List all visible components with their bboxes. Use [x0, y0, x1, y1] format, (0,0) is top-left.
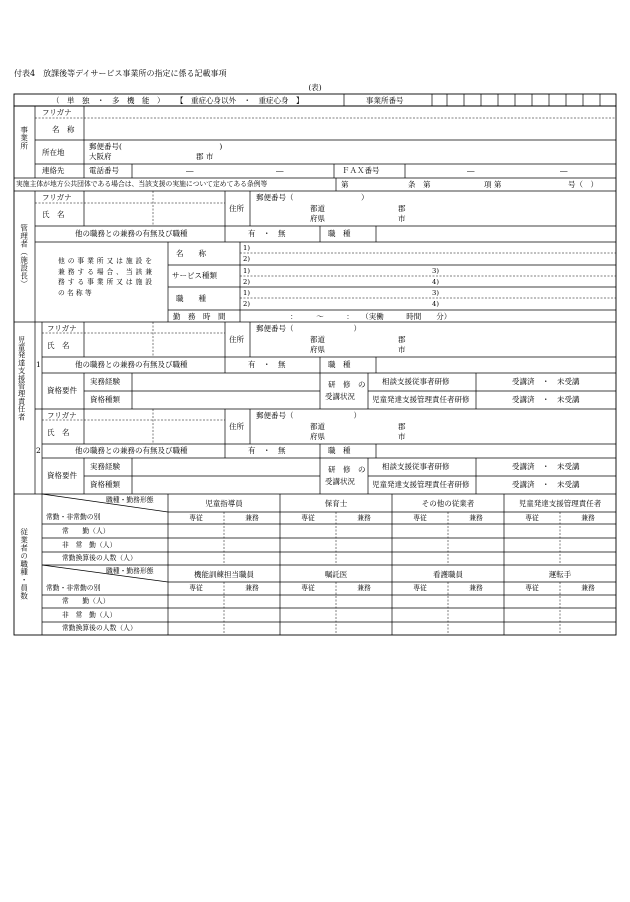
sek2-jitsumu-label: 実務経験 — [90, 462, 120, 471]
sek1-soudan-status[interactable]: 受講済 ・ 未受講 — [512, 377, 580, 386]
kennin-kinmu-field[interactable]: ： ～ ： （実働 時間 分） — [290, 312, 452, 321]
t1-col-4: 児童発達支援管理責任者 — [518, 499, 602, 508]
t2-senju-2: 専従 — [301, 584, 315, 592]
kanrisha-gun: 郡 — [398, 204, 406, 213]
service-3: 3) — [432, 267, 439, 275]
sek1-fuken: 府県 — [310, 345, 325, 354]
t2-jokin: 常 勤（人） — [62, 597, 110, 605]
kennin-service-label: サービス種類 — [172, 271, 217, 280]
sek1-soudan-label: 相談支援従事者研修 — [382, 377, 450, 386]
sek2-shikaku-label: 資格要件 — [47, 471, 77, 480]
sek1-jihatsu-status[interactable]: 受講済 ・ 未受講 — [512, 395, 580, 404]
shokushu-3: 3) — [432, 289, 439, 297]
sek2-fuken: 府県 — [310, 432, 325, 441]
kanrisha-shi: 市 — [398, 214, 406, 223]
t2-senju-4: 専従 — [525, 584, 539, 592]
jorei-text: 実施主体が地方公共団体である場合は、当該支援の実施について定めてある条例等 — [16, 180, 268, 188]
kanrisha-fuken: 府県 — [310, 214, 325, 223]
sek1-kenshu-label: 研 修 の — [328, 380, 366, 389]
kanrisha-tajigyo-label: 他 の 事 業 所 又 は 施 設 を 兼 務 す る 場 合 、 当 該 兼 務 す る 事 業 所 又 は 施 設 の 名 称 等 — [58, 257, 152, 297]
sek1-shikaku-label: 資格要件 — [47, 386, 77, 395]
sek2-postal-field[interactable]: 郵便番号（ ） — [256, 411, 361, 420]
shokushu-4: 4) — [432, 300, 439, 308]
t2-shokushu-keitai: 職種・勤務形態 — [106, 567, 154, 575]
t2-kenmu-2: 兼務 — [357, 584, 371, 592]
t2-kansan: 常勤換算後の人数（人） — [62, 624, 137, 632]
kennin-shokushu-label: 職 種 — [176, 294, 206, 303]
t1-shokushu-keitai: 職種・勤務形態 — [106, 496, 154, 504]
sek2-todo: 都道 — [310, 422, 325, 431]
jigyosho-side-label: 事業所 — [19, 126, 29, 150]
sekininsha-no-1: 1 — [36, 360, 41, 369]
meisho-1: 1) — [243, 244, 250, 252]
sek1-umu-selector[interactable]: 有 ・ 無 — [248, 360, 286, 369]
kanrisha-name-label: 氏 名 — [42, 210, 65, 219]
jorei-dai: 第 — [341, 180, 349, 189]
jorei-jo: 条 第 — [408, 180, 431, 189]
fax-dash-2: ― — [560, 166, 568, 175]
sek1-shikaku-shurui-label: 資格種類 — [90, 395, 120, 404]
t2-col-4: 運転手 — [548, 570, 572, 579]
sek2-kenshu-label: 研 修 の — [328, 465, 366, 474]
t1-kenmu-1: 兼務 — [245, 514, 259, 522]
kanrisha-umu-selector[interactable]: 有 ・ 無 — [248, 229, 286, 238]
t2-col-3: 看護職員 — [433, 570, 463, 579]
kanrisha-address-label: 住所 — [229, 204, 244, 213]
service-4: 4) — [432, 278, 439, 286]
t2-col-1: 機能訓練担当職員 — [194, 570, 254, 579]
sek2-soudan-label: 相談支援従事者研修 — [382, 462, 450, 471]
sek2-name-label: 氏 名 — [47, 428, 70, 437]
sek1-shokushu-label: 職 種 — [328, 360, 351, 369]
t2-kenmu-1: 兼務 — [245, 584, 259, 592]
sek2-shi: 市 — [398, 432, 406, 441]
tel-dash-2: ― — [276, 166, 284, 175]
jorei-ko: 項 第 — [484, 180, 502, 189]
t1-kenmu-4: 兼務 — [581, 514, 595, 522]
document-title: 付表4 放課後等デイサービス事業所の指定に係る記載事項 — [14, 69, 227, 78]
sek1-todo: 都道 — [310, 335, 325, 344]
sek2-jihatsu-status[interactable]: 受講済 ・ 未受講 — [512, 480, 580, 489]
t2-senju-3: 専従 — [413, 584, 427, 592]
t1-hijokin: 非 常 勤（人） — [62, 541, 117, 549]
kanrisha-todo: 都道 — [310, 204, 325, 213]
sek2-furigana-label: フリガナ — [47, 411, 77, 420]
sek1-furigana-label: フリガナ — [47, 324, 77, 333]
t1-col-3: その他の従業者 — [421, 499, 475, 508]
sek2-jukou-label: 受講状況 — [325, 477, 355, 486]
kanrisha-postal-field[interactable]: 郵便番号（ ） — [256, 193, 369, 202]
shokushu-2: 2) — [243, 300, 250, 308]
meisho-2: 2) — [243, 255, 250, 263]
sek2-shikaku-shurui-label: 資格種類 — [90, 480, 120, 489]
tel-label: 電話番号 — [89, 166, 119, 175]
sek1-kennin-label: 他の職務との兼務の有無及び職種 — [75, 360, 188, 369]
jigyosho-furigana-label: フリガナ — [42, 108, 72, 117]
t1-jokin: 常 勤（人） — [62, 527, 110, 535]
sek1-jihatsu-label: 児童発達支援管理責任者研修 — [372, 395, 470, 404]
jigyosho-no-label: 事業所番号 — [366, 96, 404, 105]
jugyosha-side-label: 従業者の職種・員数 — [19, 528, 29, 600]
sek1-jukou-label: 受講状況 — [325, 392, 355, 401]
t1-col-2: 保育士 — [324, 499, 348, 508]
sek2-kennin-label: 他の職務との兼務の有無及び職種 — [75, 446, 188, 455]
sek1-shi: 市 — [398, 345, 406, 354]
t1-col-1: 児童指導員 — [205, 499, 243, 508]
fax-dash-1: ― — [467, 166, 475, 175]
t1-betsu: 常勤・非常勤の別 — [46, 513, 101, 521]
kanrisha-furigana-label: フリガナ — [42, 193, 72, 202]
omote-label: (表) — [308, 83, 322, 92]
taisho-selector[interactable]: 【 重症心身以外 ・ 重症心身 】 — [176, 96, 304, 105]
t1-senju-2: 専従 — [301, 514, 315, 522]
sekininsha-no-2: 2 — [36, 446, 41, 455]
service-1: 1) — [243, 267, 250, 275]
sek2-address-label: 住所 — [229, 422, 244, 431]
t2-col-2: 嘱託医 — [324, 570, 348, 579]
shokushu-1: 1) — [243, 289, 250, 297]
t1-kenmu-3: 兼務 — [469, 514, 483, 522]
jigyosho-city: 郡 市 — [196, 152, 214, 161]
tel-dash-1: ― — [186, 166, 194, 175]
shozaichi-label: 所在地 — [42, 148, 65, 157]
t1-senju-1: 専従 — [189, 514, 203, 522]
jigyosho-postal-field[interactable]: 郵便番号( ) — [89, 142, 223, 151]
kennin-kinmu-label: 勤 務 時 間 — [173, 312, 226, 321]
sek2-shokushu-label: 職 種 — [328, 446, 351, 455]
t2-senju-1: 専従 — [189, 584, 203, 592]
t1-kenmu-2: 兼務 — [357, 514, 371, 522]
sek2-gun: 郡 — [398, 422, 406, 431]
sekininsha-side-label: 児童発達支援管理責任者 — [17, 336, 27, 421]
t1-senju-3: 専従 — [413, 514, 427, 522]
t1-kansan: 常勤換算後の人数（人） — [62, 554, 137, 562]
jorei-go: 号（ ） — [568, 180, 598, 189]
jigyosho-pref: 大阪府 — [89, 152, 112, 161]
sek1-name-label: 氏 名 — [47, 341, 70, 350]
kanrisha-side-label: 管理者（施設長） — [19, 224, 29, 288]
sek1-jitsumu-label: 実務経験 — [90, 377, 120, 386]
fax-label: ＦＡＸ番号 — [342, 166, 380, 175]
t2-kenmu-3: 兼務 — [469, 584, 483, 592]
t2-kenmu-4: 兼務 — [581, 584, 595, 592]
t2-hijokin: 非 常 勤（人） — [62, 611, 117, 619]
sek2-umu-selector[interactable]: 有 ・ 無 — [248, 446, 286, 455]
sek1-postal-field[interactable]: 郵便番号（ ） — [256, 324, 361, 333]
kino-selector[interactable]: （ 単 独 ・ 多 機 能 ） — [52, 96, 165, 105]
service-2: 2) — [243, 278, 250, 286]
sek2-jihatsu-label: 児童発達支援管理責任者研修 — [372, 480, 470, 489]
renraku-label: 連絡先 — [42, 166, 65, 175]
sek2-soudan-status[interactable]: 受講済 ・ 未受講 — [512, 462, 580, 471]
t2-betsu: 常勤・非常勤の別 — [46, 584, 101, 592]
kanrisha-shokushu-label: 職 種 — [328, 229, 351, 238]
sek1-address-label: 住所 — [229, 335, 244, 344]
t1-senju-4: 専従 — [525, 514, 539, 522]
sek1-gun: 郡 — [398, 335, 406, 344]
kanrisha-kennin-label: 他の職務との兼務の有無及び職種 — [75, 229, 188, 238]
jigyosho-name-label: 名 称 — [52, 125, 75, 134]
kennin-meisho-label: 名 称 — [176, 249, 206, 258]
